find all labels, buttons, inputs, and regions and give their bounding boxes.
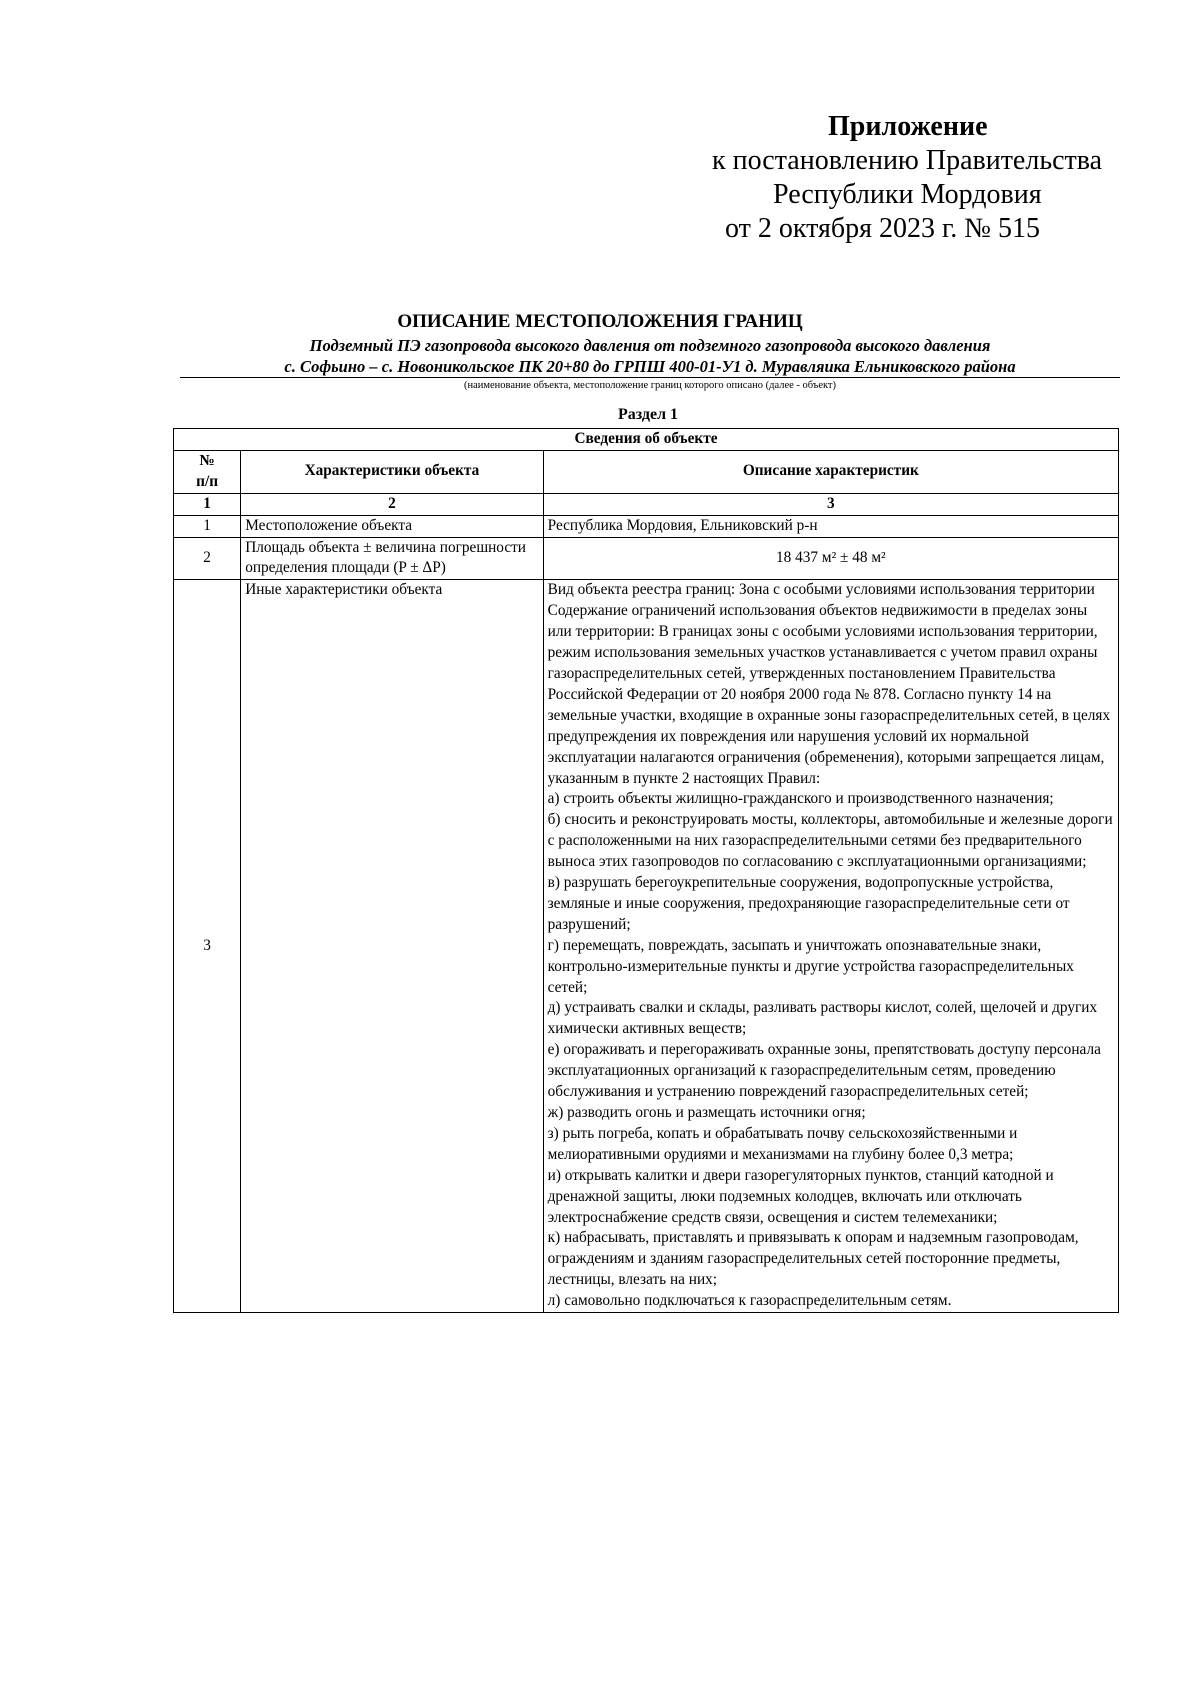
section-title: Раздел 1: [617, 406, 679, 423]
appendix-block: [640, 110, 1160, 246]
table-title: Сведения об объекте: [174, 429, 1119, 451]
table-row: [174, 537, 1119, 580]
row-number: 1: [174, 515, 241, 537]
row-characteristic: Местоположение объекта: [241, 515, 543, 537]
header-number: № п/п: [174, 450, 241, 493]
row-number: 3: [174, 580, 241, 1313]
header-characteristic: Характеристики объекта: [241, 450, 543, 493]
appendix-line-1: к постановлению Правительства: [712, 145, 1103, 176]
table-title-row: [174, 429, 1119, 451]
appendix-line-3: от 2 октября 2023 г. № 515: [725, 213, 1041, 244]
appendix-title: Приложение: [828, 111, 988, 142]
row-number: 2: [174, 537, 241, 580]
appendix-line-2: Республики Мордовия: [773, 179, 1042, 210]
column-number-1: 1: [174, 493, 241, 515]
column-numbers-row: [174, 493, 1119, 515]
subtitle-line-2: с. Софьино – с. Новоникольское ПК 20+80 до ГРПШ 400-01-У1 д. Муравляика Ельниковского района: [180, 356, 1120, 378]
document-title: ОПИСАНИЕ МЕСТОПОЛОЖЕНИЯ ГРАНИЦ: [397, 311, 803, 332]
subtitle-line-1: Подземный ПЭ газопровода высокого давления от подземного газопровода высокого давления: [309, 336, 991, 355]
table-header-row: [174, 450, 1119, 493]
table-row: [174, 515, 1119, 537]
object-info-table: [173, 428, 1119, 1313]
row-description: 18 437 м² ± 48 м²: [543, 537, 1118, 580]
row-description: Республика Мордовия, Ельниковский р-н: [543, 515, 1118, 537]
document-caption: (наименование объекта, местоположение границ которого описано (далее - объект): [463, 380, 837, 391]
header-description: Описание характеристик: [543, 450, 1118, 493]
row-description: Вид объекта реестра границ: Зона с особыми условиями использования территории Содержание ограничений использования объектов недвижимости в пределах зоны или территории: В границах зоны с особыми условиями использования территории, режим использования земельных участков устанавливается с учетом правил охраны газораспределительных сетей, утвержденных постановлением Правительства Российской Федерации от 20 ноября 2000 года № 878. Согласно пункту 14 на земельные участки, входящие в охранные зоны газораспределительных сетей, в целях предупреждения их повреждения или нарушения условий их нормальной эксплуатации налагаются ограничения (обременения), которыми запрещается лицам, указанным в пункте 2 настоящих Правил: а) строить объекты жилищно-гражданского и производственного назначения; б) сносить и реконструировать мосты, коллекторы, автомобильные и железные дороги с расположенными на них газораспределительными сетями без предварительного выноса этих газопроводов по согласованию с эксплуатационными организациями; в) разрушать берегоукрепительные сооружения, водопропускные устройства, земляные и иные сооружения, предохраняющие газораспределительные сети от разрушений; г) перемещать, повреждать, засыпать и уничтожать опознавательные знаки, контрольно-измерительные пункты и другие устройства газораспределительных сетей; д) устраивать свалки и склады, разливать растворы кислот, солей, щелочей и других химически активных веществ; е) огораживать и перегораживать охранные зоны, препятствовать доступу персонала эксплуатационных организаций к газораспределительным сетям, проведению обслуживания и устранению повреждений газораспределительных сетей; ж) разводить огонь и размещать источники огня; з) рыть погреба, копать и обрабатывать почву сельскохозяйственными и мелиоративными орудиями и механизмами на глубину более 0,3 метра; и) открывать калитки и двери газорегуляторных пунктов, станций катодной и дренажной защиты, люки подземных колодцев, включать или отключать электроснабжение средств связи, освещения и систем телемеханики; к) набрасывать, приставлять и привязывать к опорам и надземным газопроводам, ограждениям и зданиям газораспределительных сетей посторонние предметы, лестницы, влезать на них; л) самовольно подключаться к газораспределительным сетям.: [543, 580, 1118, 1313]
row-characteristic: Площадь объекта ± величина погрешности определения площади (P ± ΔP): [241, 537, 543, 580]
table-row: [174, 580, 1119, 1313]
column-number-3: 3: [543, 493, 1118, 515]
row-characteristic: Иные характеристики объекта: [241, 580, 543, 1313]
column-number-2: 2: [241, 493, 543, 515]
document-subtitle: [180, 335, 1120, 378]
